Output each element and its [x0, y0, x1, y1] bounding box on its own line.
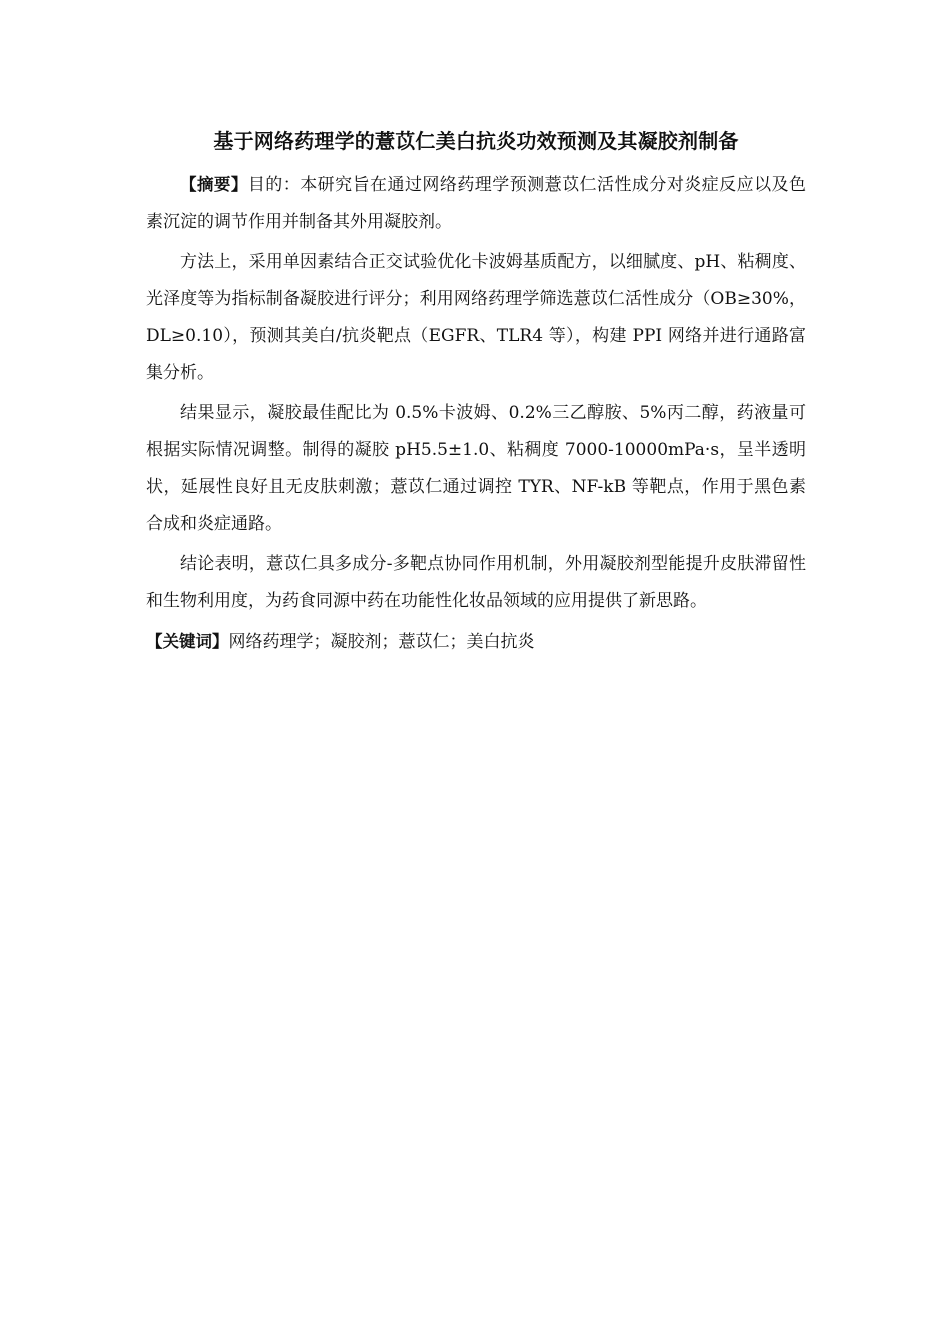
abstract-results-paragraph: 结果显示，凝胶最佳配比为 0.5%卡波姆、0.2%三乙醇胺、5%丙二醇，药液量可根据实际情况调整。制得的凝胶 pH5.5±1.0、粘稠度 7000-10000mPa·s，呈半透明状，延展性良好且无皮肤刺激；薏苡仁通过调控 TYR、NF-kB 等靶点，作用于黑色素合成和炎症通路。 [146, 403, 806, 534]
abstract-purpose-paragraph [146, 166, 806, 241]
keywords-paragraph [146, 623, 806, 661]
abstract-conclusion-paragraph: 结论表明，薏苡仁具多成分-多靶点协同作用机制，外用凝胶剂型能提升皮肤滞留性和生物利用度，为药食同源中药在功能性化妆品领域的应用提供了新思路。 [146, 554, 806, 611]
abstract-label: 【摘要】 [180, 175, 248, 194]
abstract-method-paragraph: 方法上，采用单因素结合正交试验优化卡波姆基质配方，以细腻度、pH、粘稠度、光泽度等为指标制备凝胶进行评分；利用网络药理学筛选薏苡仁活性成分（OB≥30%，DL≥0.10），预测其美白/抗炎靶点（EGFR、TLR4 等），构建 PPI 网络并进行通路富集分析。 [146, 252, 806, 383]
abstract-section [146, 124, 806, 664]
keywords-label: 【关键词】 [146, 632, 229, 651]
keywords-text: 网络药理学；凝胶剂；薏苡仁；美白抗炎 [228, 632, 535, 652]
paper-title: 基于网络药理学的薏苡仁美白抗炎功效预测及其凝胶剂制备 [213, 129, 739, 153]
abstract-purpose-text: 目的：本研究旨在通过网络药理学预测薏苡仁活性成分对炎症反应以及色素沉淀的调节作用并制备其外用凝胶剂。 [146, 175, 807, 232]
